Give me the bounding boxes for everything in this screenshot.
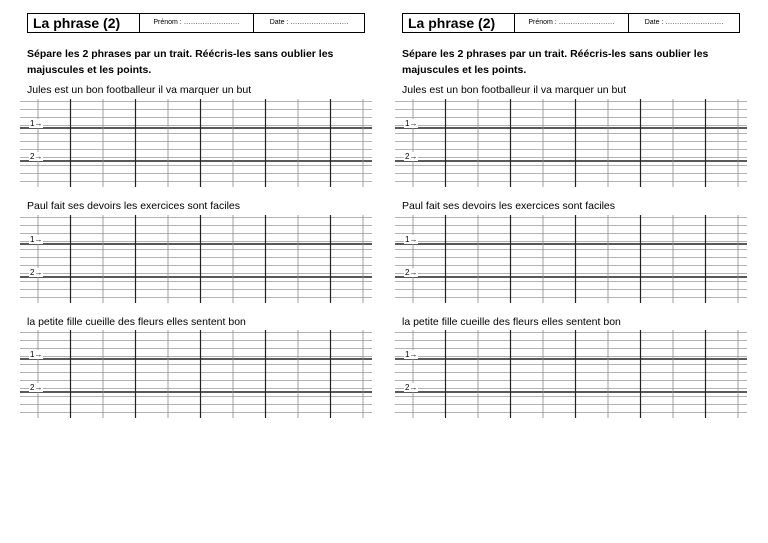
line-marker-1: 1→	[405, 235, 418, 244]
writing-grid-2	[395, 215, 747, 303]
line-marker-2: 2→	[30, 152, 43, 161]
writing-grid-3	[20, 330, 372, 418]
exercise-sentence-1: Jules est un bon footballeur il va marquer un but	[402, 84, 627, 96]
line-marker-2: 2→	[30, 268, 43, 277]
line-marker-1: 1→	[30, 119, 43, 128]
line-marker-1: 1→	[30, 350, 43, 359]
exercise-sentence-3: la petite fille cueille des fleurs elles sentent bon	[402, 316, 621, 328]
line-marker-2: 2→	[405, 152, 418, 161]
instruction-text: Sépare les 2 phrases par un trait. Réécris-les sans oublier les majuscules et les points.	[402, 48, 709, 76]
writing-grid-2	[20, 215, 372, 303]
writing-grid-3	[395, 330, 747, 418]
prenom-field: Prénom : ……………………	[140, 14, 254, 32]
worksheet-title: La phrase (2)	[28, 14, 140, 32]
date-field: Date : …………………….	[269, 19, 349, 26]
line-marker-2: 2→	[405, 268, 418, 277]
worksheet-header	[402, 13, 740, 33]
line-marker-1: 1→	[405, 350, 418, 359]
instruction-text: Sépare les 2 phrases par un trait. Réécris-les sans oublier les majuscules et les points.	[27, 48, 334, 76]
exercise-sentence-2: Paul fait ses devoirs les exercices sont faciles	[402, 200, 616, 212]
prenom-field: Prénom : ……………………	[515, 14, 629, 32]
line-marker-2: 2→	[30, 383, 43, 392]
writing-grid-1	[20, 99, 372, 187]
line-marker-2: 2→	[405, 383, 418, 392]
line-marker-1: 1→	[30, 235, 43, 244]
worksheet-title: La phrase (2)	[403, 14, 515, 32]
exercise-sentence-2: Paul fait ses devoirs les exercices sont faciles	[27, 200, 241, 212]
worksheet-header	[27, 13, 365, 33]
worksheet-right	[395, 0, 747, 543]
exercise-sentence-3: la petite fille cueille des fleurs elles sentent bon	[27, 316, 246, 328]
writing-grid-1	[395, 99, 747, 187]
line-marker-1: 1→	[405, 119, 418, 128]
date-field: Date : …………………….	[644, 19, 724, 26]
worksheet-left	[20, 0, 372, 543]
exercise-sentence-1: Jules est un bon footballeur il va marquer un but	[27, 84, 252, 96]
